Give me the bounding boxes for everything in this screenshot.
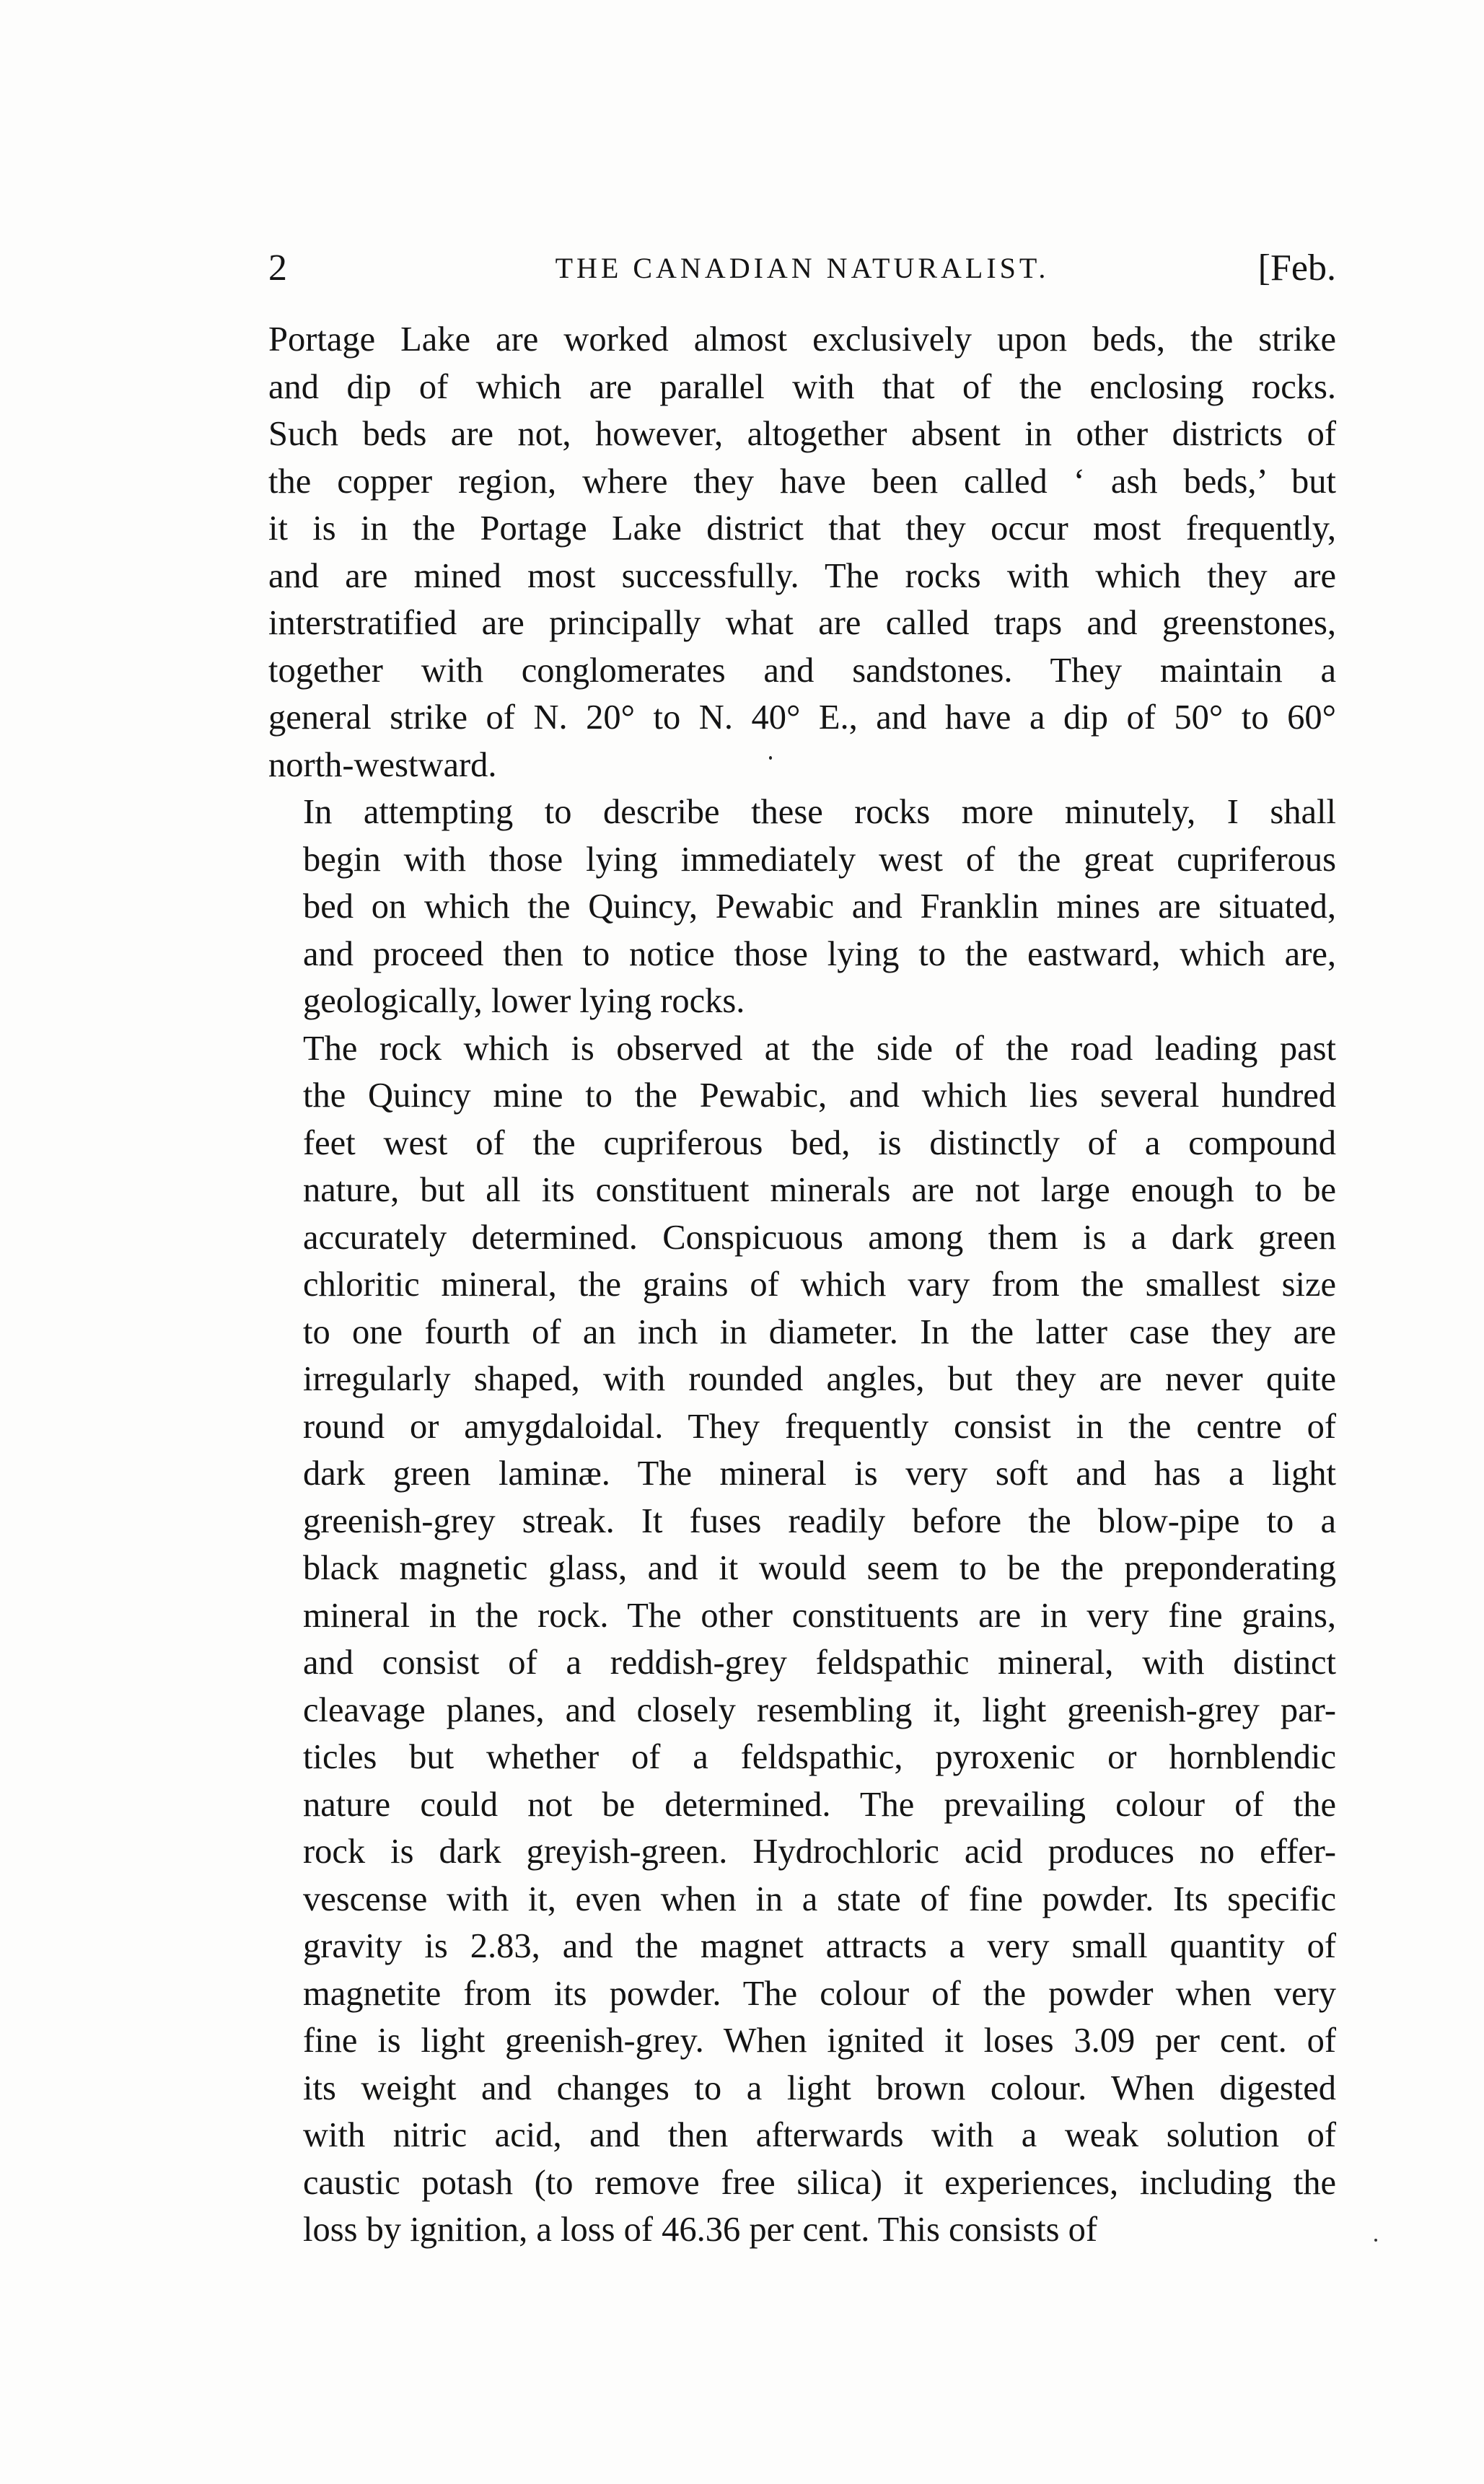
text-line: The rock which is observed at the side of the road leading past: [303, 1029, 1336, 1068]
text-line: to one fourth of an inch in diameter. In the latter case they are: [303, 1312, 1336, 1351]
text-line: nature, but all its constituent minerals are not large enough to be: [303, 1171, 1336, 1209]
text-line: magnetite from its powder. The colour of the powder when very: [303, 1974, 1336, 2013]
text-line: bed on which the Quincy, Pewabic and Franklin mines are situated,: [303, 887, 1336, 926]
text-line: fine is light greenish-grey. When ignited it loses 3.09 per cent. of: [303, 2022, 1336, 2060]
text-line: greenish-grey streak. It fuses readily before the blow-pipe to a: [303, 1501, 1336, 1540]
text-line: begin with those lying immediately west of the great cupriferous: [303, 840, 1336, 879]
text-line: In attempting to describe these rocks more minutely, I shall: [303, 793, 1336, 831]
text-line: with nitric acid, and then afterwards with a weak solution of: [303, 2116, 1336, 2154]
text-line: the copper region, where they have been called ‘ ash beds,’ but: [268, 462, 1336, 501]
text-line: dark green laminæ. The mineral is very soft and has a light: [303, 1454, 1336, 1493]
page-number: 2: [268, 247, 287, 289]
body-text: [268, 316, 1336, 2254]
text-line: and are mined most successfully. The rocks with which they are: [268, 556, 1336, 595]
journal-title: THE CANADIAN NATURALIST.: [555, 252, 1050, 284]
text-line: its weight and changes to a light brown colour. When digested: [303, 2068, 1336, 2107]
issue-month: [Feb.: [1257, 247, 1336, 289]
text-line: black magnetic glass, and it would seem to be the preponderating: [303, 1549, 1336, 1587]
text-line: it is in the Portage Lake district that they occur most frequently,: [268, 509, 1336, 548]
text-line: ticles but whether of a feldspathic, pyroxenic or hornblendic: [303, 1738, 1336, 1776]
text-line: and consist of a reddish-grey feldspathic mineral, with distinct: [303, 1643, 1336, 1682]
text-line: and dip of which are parallel with that of the enclosing rocks.: [268, 367, 1336, 406]
text-line: and proceed then to notice those lying to the eastward, which are,: [303, 934, 1336, 973]
text-line: Such beds are not, however, altogether absent in other districts of: [268, 415, 1336, 453]
paragraph-1: [268, 316, 1336, 789]
ink-speck: [769, 756, 772, 760]
paragraph-3: [268, 1025, 1336, 2254]
text-line: rock is dark greyish-green. Hydrochloric acid produces no effer-: [303, 1833, 1336, 1871]
text-line: general strike of N. 20° to N. 40° E., and have a dip of 50° to 60°: [268, 698, 1336, 737]
text-line: geologically, lower lying rocks.: [303, 982, 745, 1020]
text-line: mineral in the rock. The other constituents are in very fine grains,: [303, 1596, 1336, 1635]
text-line: accurately determined. Conspicuous among them is a dark green: [303, 1218, 1336, 1257]
text-line: caustic potash (to remove free silica) it experiences, including the: [303, 2163, 1336, 2202]
text-line: north-westward.: [268, 745, 497, 784]
ink-speck: [1374, 2239, 1377, 2242]
text-line: Portage Lake are worked almost exclusively upon beds, the strike: [268, 320, 1336, 359]
text-line: cleavage planes, and closely resembling it, light greenish-grey par-: [303, 1690, 1336, 1729]
text-line: loss by ignition, a loss of 46.36 per cent. This consists of: [303, 2211, 1098, 2249]
text-line: together with conglomerates and sandstones. They maintain a: [268, 651, 1336, 690]
text-line: interstratified are principally what are called traps and greenstones,: [268, 604, 1336, 642]
text-line: feet west of the cupriferous bed, is distinctly of a compound: [303, 1123, 1336, 1162]
text-line: irregularly shaped, with rounded angles, but they are never quite: [303, 1360, 1336, 1398]
running-head: [268, 240, 1336, 297]
text-line: round or amygdaloidal. They frequently consist in the centre of: [303, 1407, 1336, 1446]
text-line: gravity is 2.83, and the magnet attracts a very small quantity of: [303, 1927, 1336, 1965]
paragraph-2: [268, 789, 1336, 1025]
text-line: the Quincy mine to the Pewabic, and which lies several hundred: [303, 1076, 1336, 1115]
text-line: vescense with it, even when in a state of fine powder. Its specific: [303, 1879, 1336, 1918]
text-line: chloritic mineral, the grains of which vary from the smallest size: [303, 1265, 1336, 1304]
text-line: nature could not be determined. The prevailing colour of the: [303, 1785, 1336, 1824]
